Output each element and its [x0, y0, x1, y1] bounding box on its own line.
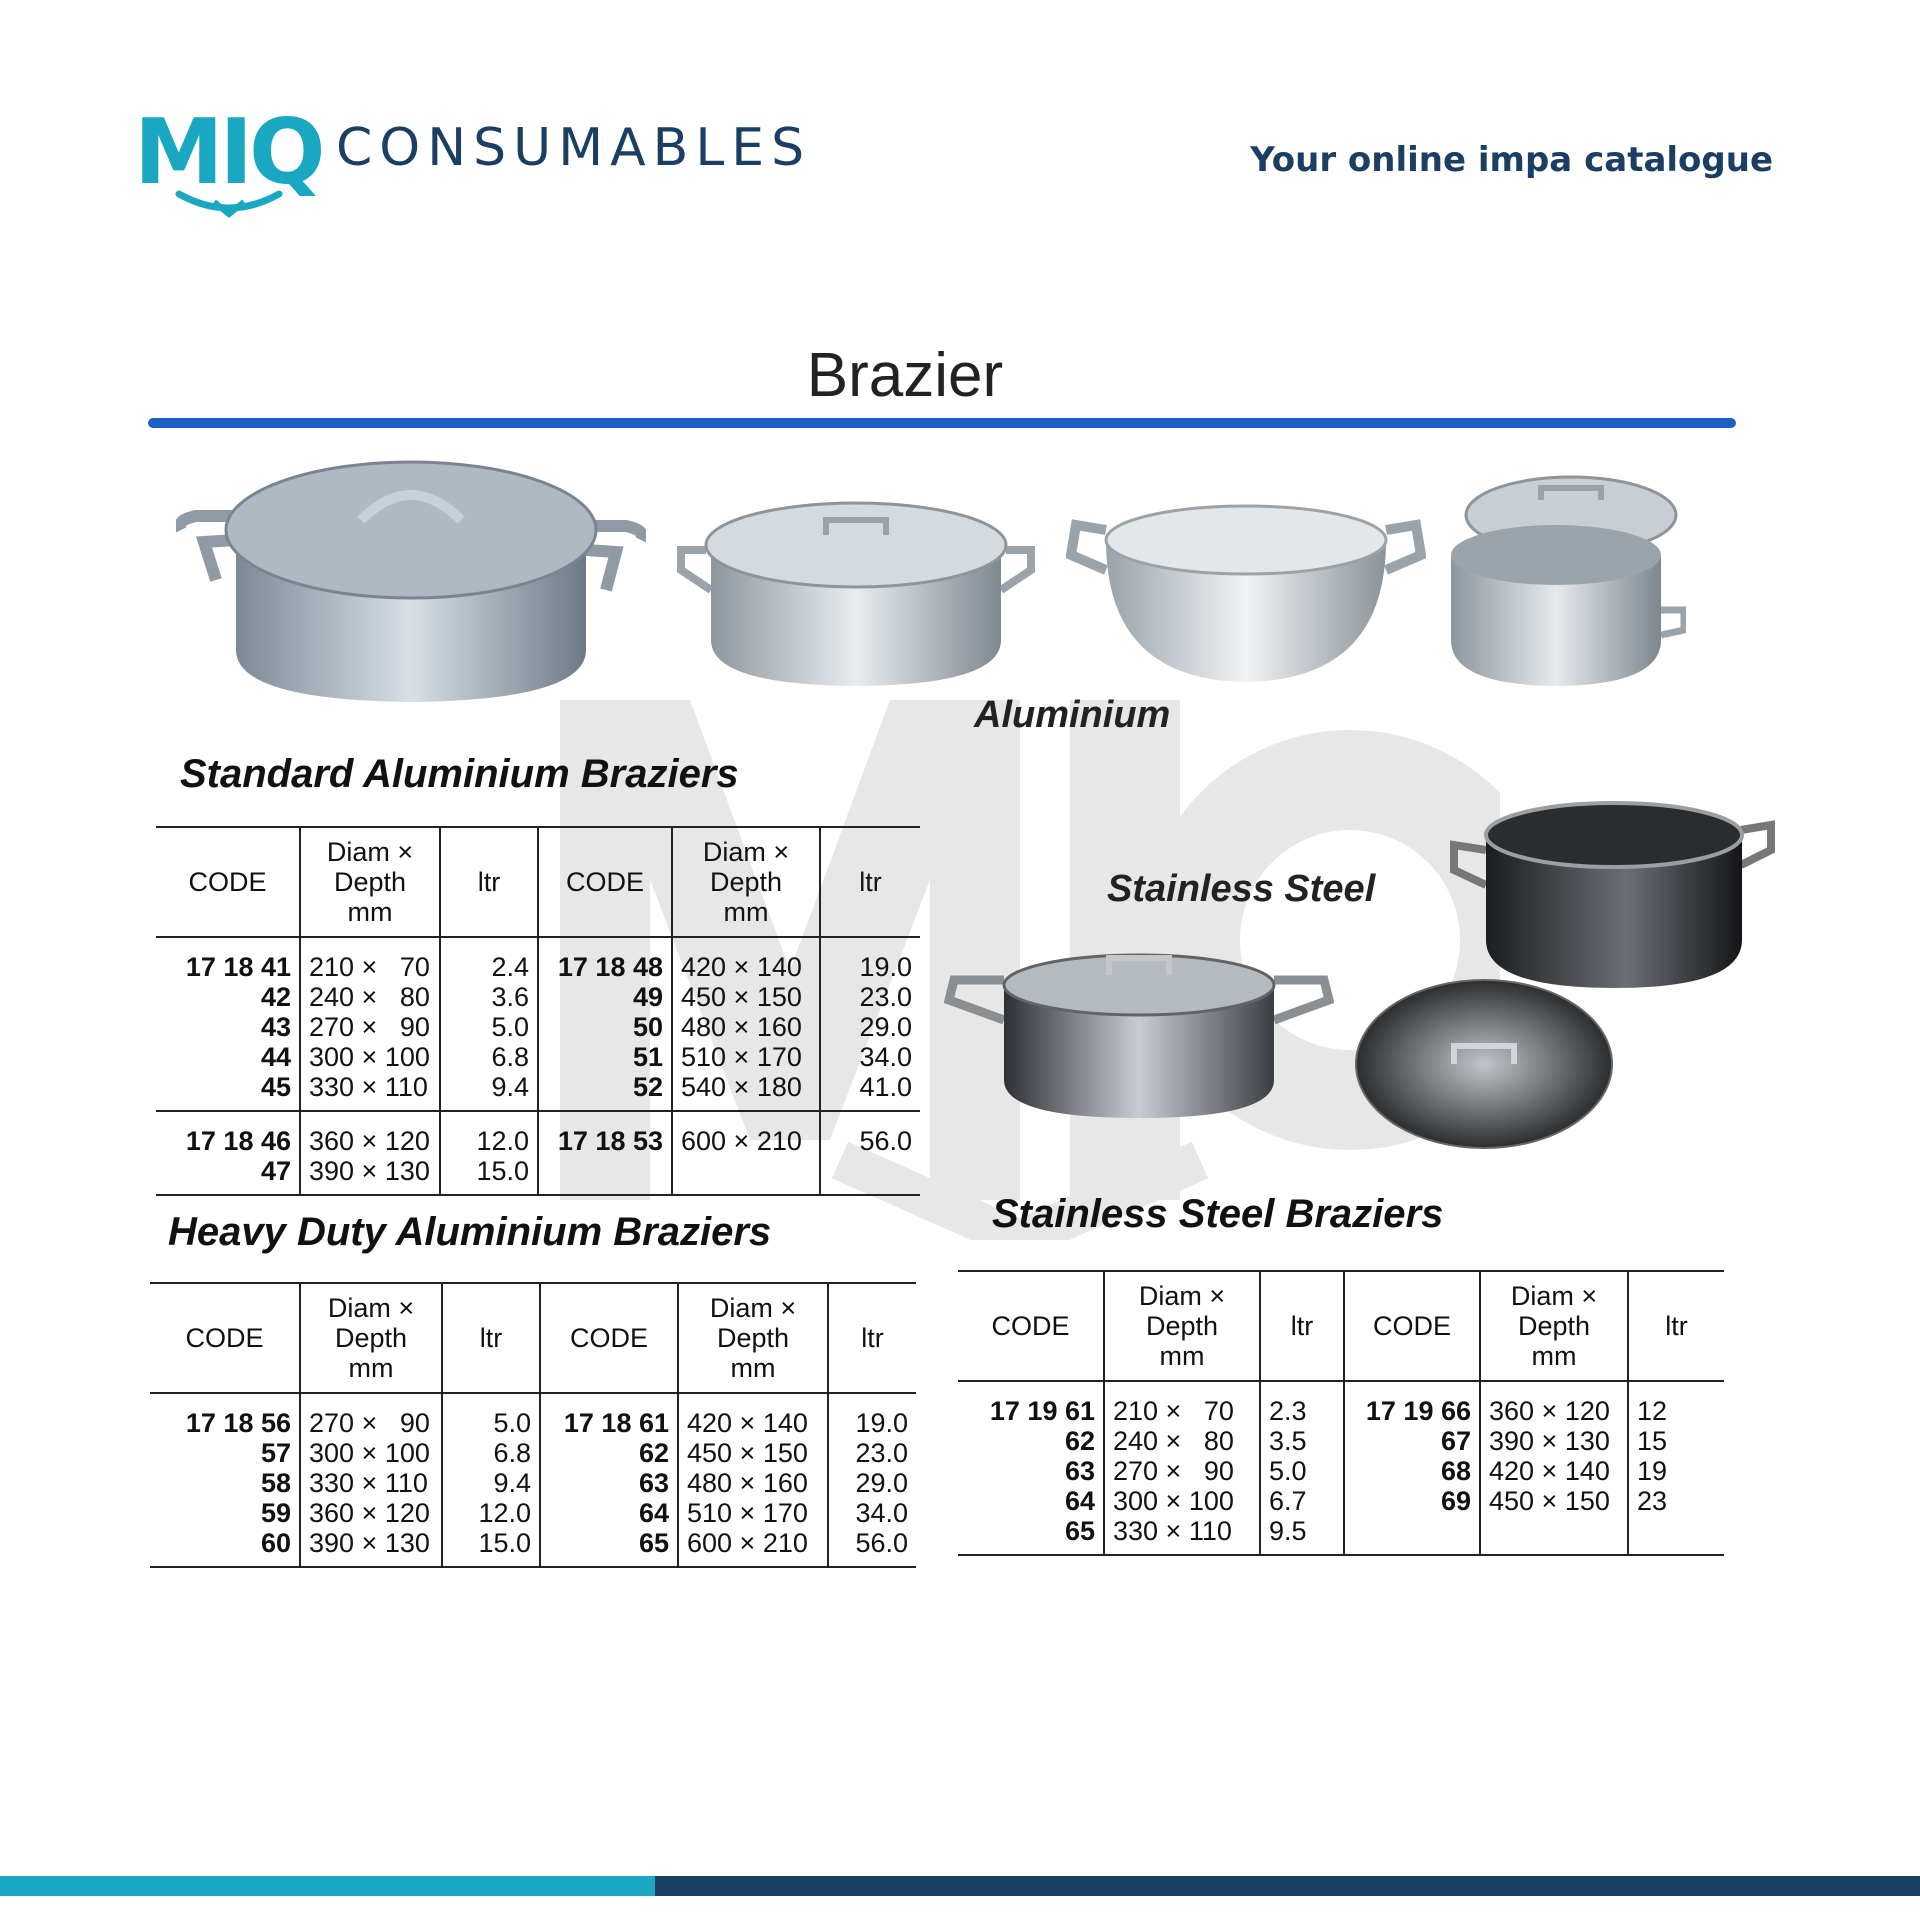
code-cell: 17 19 66 67 68 69: [1344, 1381, 1480, 1555]
code-header: CODE: [540, 1283, 678, 1393]
ltr-cell: 19.0 23.0 29.0 34.0 41.0: [820, 937, 920, 1111]
miq-logo: [134, 100, 324, 216]
diam-depth-header: Diam × Depth mm: [1480, 1271, 1628, 1381]
heavy-duty-aluminium-table: [150, 1282, 916, 1568]
ltr-header: ltr: [820, 827, 920, 937]
code-cell: 17 18 61 62 63 64 65: [540, 1393, 678, 1567]
code-cell: 17 18 53: [538, 1111, 672, 1195]
ltr-header: ltr: [440, 827, 538, 937]
table-header-row: [958, 1271, 1724, 1381]
heavy-duty-aluminium-heading: Heavy Duty Aluminium Braziers: [168, 1210, 772, 1254]
standard-aluminium-table: [156, 826, 920, 1196]
ltr-cell: 19.0 23.0 29.0 34.0 56.0: [828, 1393, 916, 1567]
table-row-group: [156, 937, 920, 1111]
dimension-cell: 420 × 140 450 × 150 480 × 160 510 × 170 600 × 210: [678, 1393, 828, 1567]
ltr-cell: 12.0 15.0: [440, 1111, 538, 1195]
brand-name: CONSUMABLES: [336, 118, 812, 178]
title-rule: [148, 418, 1736, 428]
aluminium-label: Aluminium: [974, 694, 1171, 736]
code-header: CODE: [156, 827, 300, 937]
dimension-cell: 600 × 210: [672, 1111, 820, 1195]
table-row-group: [958, 1381, 1724, 1555]
stainless-steel-heading: Stainless Steel Braziers: [992, 1192, 1444, 1236]
ltr-header: ltr: [828, 1283, 916, 1393]
page-title: Brazier: [806, 341, 1004, 410]
footer-bar-navy: [655, 1876, 1920, 1896]
footer-bar-teal: [0, 1876, 655, 1896]
tagline: Your online impa catalogue: [1250, 140, 1773, 180]
ltr-header: ltr: [442, 1283, 540, 1393]
code-header: CODE: [1344, 1271, 1480, 1381]
dimension-cell: 360 × 120 390 × 130: [300, 1111, 440, 1195]
stainless-steel-table: [958, 1270, 1724, 1556]
dimension-cell: 210 × 70 240 × 80 270 × 90 300 × 100 330 × 110: [1104, 1381, 1260, 1555]
diam-depth-header: Diam × Depth mm: [300, 1283, 442, 1393]
dimension-cell: 210 × 70 240 × 80 270 × 90 300 × 100 330 × 110: [300, 937, 440, 1111]
aluminium-brazier-steel-lid-icon: [676, 490, 1036, 690]
diam-depth-header: Diam × Depth mm: [672, 827, 820, 937]
aluminium-pot-with-lid-icon: [1446, 460, 1686, 690]
diam-depth-header: Diam × Depth mm: [300, 827, 440, 937]
logo-mark: MIQ: [134, 100, 322, 205]
ltr-header: ltr: [1628, 1271, 1724, 1381]
code-cell: 17 18 41 42 43 44 45: [156, 937, 300, 1111]
standard-aluminium-heading: Standard Aluminium Braziers: [180, 752, 739, 796]
anchor-icon: [174, 188, 284, 218]
table-header-row: [156, 827, 920, 937]
code-header: CODE: [958, 1271, 1104, 1381]
dimension-cell: 420 × 140 450 × 150 480 × 160 510 × 170 540 × 180: [672, 937, 820, 1111]
diam-depth-header: Diam × Depth mm: [678, 1283, 828, 1393]
stainless-steel-lid-icon: [1354, 976, 1614, 1152]
aluminium-open-brazier-icon: [1066, 500, 1426, 690]
table-header-row: [150, 1283, 916, 1393]
stainless-steel-pot-icon: [1446, 790, 1780, 990]
dimension-cell: 360 × 120 390 × 130 420 × 140 450 × 150: [1480, 1381, 1628, 1555]
code-header: CODE: [150, 1283, 300, 1393]
table-row-group: [150, 1393, 916, 1567]
ltr-cell: 2.4 3.6 5.0 6.8 9.4: [440, 937, 538, 1111]
stainless-steel-label: Stainless Steel: [1107, 868, 1376, 910]
ltr-cell: 5.0 6.8 9.4 12.0 15.0: [442, 1393, 540, 1567]
ltr-cell: 2.3 3.5 5.0 6.7 9.5: [1260, 1381, 1344, 1555]
stainless-steel-brazier-lidded-icon: [944, 940, 1334, 1120]
code-cell: 17 18 46 47: [156, 1111, 300, 1195]
code-cell: 17 18 56 57 58 59 60: [150, 1393, 300, 1567]
diam-depth-header: Diam × Depth mm: [1104, 1271, 1260, 1381]
code-cell: 17 18 48 49 50 51 52: [538, 937, 672, 1111]
table-row-group: [156, 1111, 920, 1195]
code-cell: 17 19 61 62 63 64 65: [958, 1381, 1104, 1555]
ltr-cell: 12 15 19 23: [1628, 1381, 1724, 1555]
ltr-cell: 56.0: [820, 1111, 920, 1195]
code-header: CODE: [538, 827, 672, 937]
dimension-cell: 270 × 90 300 × 100 330 × 110 360 × 120 390 × 130: [300, 1393, 442, 1567]
ltr-header: ltr: [1260, 1271, 1344, 1381]
aluminium-brazier-lidded-icon: [176, 450, 646, 710]
